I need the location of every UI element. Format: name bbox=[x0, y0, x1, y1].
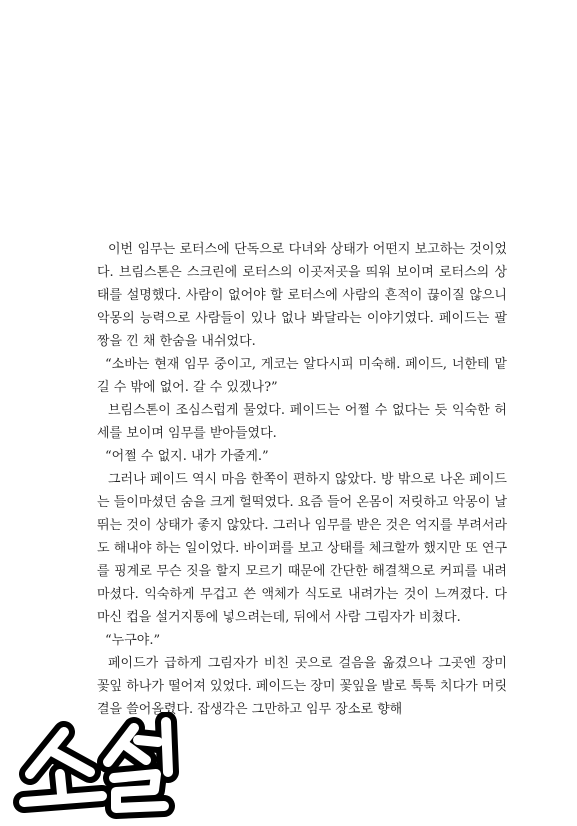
paragraph-7: 페이드가 급하게 그림자가 비친 곳으로 걸음을 옮겼으나 그곳엔 장미 꽃잎 하나가 떨어져 있었다. 페이드는 장미 꽃잎을 발로 툭툭 치다가 머릿결을 쓸어올렸다. 잡생각은 그만하고 임무 장소로 향해 bbox=[97, 656, 507, 717]
paragraph-6: “누구야.” bbox=[105, 633, 161, 648]
novel-logo bbox=[6, 712, 191, 824]
paragraph-1: 이번 임무는 로터스에 단독으로 다녀와 상태가 어떤지 보고하는 것이었다. 브림스톤은 스크린에 로터스의 이곳저곳을 띄워 보이며 로터스의 상태를 설명했다. 사람이 없어야 할 로터스에 사람의 흔적이 끊이질 않으니 악몽의 능력으로 사람들이 있나 없나 봐달라는 이야기였다. 페이드는 팔짱을 낀 채 한숨을 내쉬었다. bbox=[97, 242, 507, 349]
paragraph-2: “소바는 현재 임무 중이고, 게코는 알다시피 미숙해. 페이드, 너한테 맡길 수 밖에 없어. 갈 수 있겠나?” bbox=[97, 357, 507, 395]
body-text bbox=[97, 238, 507, 721]
paragraph-4: “어쩔 수 없지. 내가 가줄게.” bbox=[105, 449, 269, 464]
paragraph-5: 그러나 페이드 역시 마음 한쪽이 편하지 않았다. 방 밖으로 나온 페이드는 들이마셨던 숨을 크게 헐떡였다. 요즘 들어 온몸이 저릿하고 악몽이 날뛰는 것이 상태가 좋지 않았다. 그러나 임무를 받은 것은 억지를 부려서라도 해내야 하는 일이었다. 바이퍼를 보고 상태를 체크할까 했지만 또 연구를 핑계로 무슨 짓을 할지 모르기 때문에 간단한 해결책으로 커피를 내려 마셨다. 익숙하게 무겁고 쓴 액체가 식도로 내려가는 것이 느껴졌다. 다 마신 컵을 설거지통에 넣으려는데, 뒤에서 사람 그림자가 비쳤다. bbox=[97, 472, 507, 625]
paragraph-3: 브림스톤이 조심스럽게 물었다. 페이드는 어쩔 수 없다는 듯 익숙한 허세를 보이며 임무를 받아들였다. bbox=[97, 403, 507, 441]
